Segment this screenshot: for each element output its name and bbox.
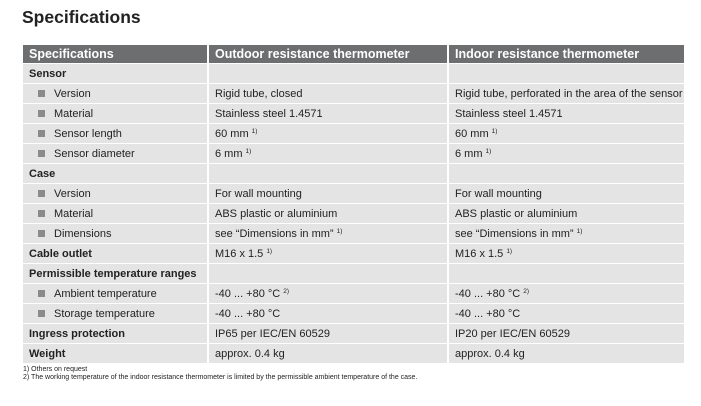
indoor-value: For wall mounting	[455, 187, 542, 200]
spec-label: Ingress protection	[29, 327, 125, 340]
outdoor-value: ABS plastic or aluminium	[215, 207, 338, 220]
outdoor-value: 60 mm	[215, 127, 249, 140]
outdoor-value: 6 mm	[215, 147, 243, 160]
indoor-value-cell	[449, 184, 684, 204]
outdoor-value-cell	[209, 164, 449, 184]
outdoor-value: approx. 0.4 kg	[215, 347, 285, 360]
indoor-value: M16 x 1.5	[455, 247, 504, 260]
indoor-value-cell	[449, 64, 684, 84]
square-bullet-icon	[38, 290, 45, 297]
indoor-value: -40 ... +80 °C	[455, 307, 521, 320]
table-row	[23, 164, 684, 184]
spec-label-cell	[23, 284, 209, 304]
spec-label-cell	[23, 344, 209, 364]
indoor-value-cell	[449, 344, 684, 364]
footnote-2: 2) The working temperature of the indoor resistance thermometer is limited by the permissible ambient temperature of the case.	[23, 374, 418, 381]
footnote-ref: 2)	[523, 287, 530, 295]
table-body	[23, 64, 684, 364]
spec-label: Version	[54, 87, 91, 100]
specifications-table	[23, 45, 684, 364]
spec-label-cell	[23, 144, 209, 164]
square-bullet-icon	[38, 130, 45, 137]
footnote-ref: 1)	[266, 247, 273, 255]
outdoor-value-cell	[209, 124, 449, 144]
outdoor-value-cell	[209, 144, 449, 164]
table-row	[23, 184, 684, 204]
spec-label-cell	[23, 164, 209, 184]
square-bullet-icon	[38, 190, 45, 197]
outdoor-value-cell	[209, 344, 449, 364]
spec-label-cell	[23, 204, 209, 224]
indoor-value-cell	[449, 124, 684, 144]
header-indoor: Indoor resistance thermometer	[449, 45, 684, 64]
table-row	[23, 204, 684, 224]
indoor-value-cell	[449, 244, 684, 264]
outdoor-value: -40 ... +80 °C	[215, 287, 281, 300]
footnote-ref: 1)	[336, 227, 343, 235]
header-outdoor: Outdoor resistance thermometer	[209, 45, 449, 64]
footnote-ref: 2)	[283, 287, 290, 295]
outdoor-value-cell	[209, 324, 449, 344]
spec-label: Sensor length	[54, 127, 122, 140]
table-header-row	[23, 45, 684, 64]
indoor-value-cell	[449, 164, 684, 184]
footnote-ref: 1)	[485, 147, 492, 155]
spec-label: Version	[54, 187, 91, 200]
outdoor-value-cell	[209, 284, 449, 304]
table-row	[23, 284, 684, 304]
indoor-value-cell	[449, 84, 684, 104]
indoor-value: -40 ... +80 °C	[455, 287, 521, 300]
footnotes	[23, 366, 417, 382]
indoor-value: 60 mm	[455, 127, 489, 140]
outdoor-value-cell	[209, 84, 449, 104]
outdoor-value-cell	[209, 184, 449, 204]
indoor-value-cell	[449, 304, 684, 324]
outdoor-value-cell	[209, 204, 449, 224]
table-row	[23, 324, 684, 344]
footnote-ref: 1)	[251, 127, 258, 135]
outdoor-value-cell	[209, 244, 449, 264]
spec-label: Case	[29, 167, 56, 180]
square-bullet-icon	[38, 90, 45, 97]
outdoor-value: For wall mounting	[215, 187, 302, 200]
spec-label-cell	[23, 264, 209, 284]
indoor-value: 6 mm	[455, 147, 483, 160]
indoor-value: approx. 0.4 kg	[455, 347, 525, 360]
page-title: Specifications	[22, 7, 141, 27]
spec-label: Weight	[29, 347, 66, 360]
spec-label: Ambient temperature	[54, 287, 157, 300]
outdoor-value: Stainless steel 1.4571	[215, 107, 323, 120]
spec-label-cell	[23, 64, 209, 84]
table-row	[23, 84, 684, 104]
indoor-value-cell	[449, 204, 684, 224]
spec-label-cell	[23, 224, 209, 244]
spec-label: Cable outlet	[29, 247, 92, 260]
table-row	[23, 104, 684, 124]
table-row	[23, 124, 684, 144]
outdoor-value: IP65 per IEC/EN 60529	[215, 327, 330, 340]
outdoor-value-cell	[209, 264, 449, 284]
spec-label-cell	[23, 124, 209, 144]
indoor-value-cell	[449, 324, 684, 344]
indoor-value: Stainless steel 1.4571	[455, 107, 563, 120]
outdoor-value-cell	[209, 304, 449, 324]
outdoor-value-cell	[209, 104, 449, 124]
spec-label: Dimensions	[54, 227, 112, 240]
spec-label-cell	[23, 84, 209, 104]
spec-label-cell	[23, 304, 209, 324]
table-row	[23, 244, 684, 264]
indoor-value: see “Dimensions in mm”	[455, 227, 574, 240]
outdoor-value: Rigid tube, closed	[215, 87, 303, 100]
outdoor-value-cell	[209, 224, 449, 244]
indoor-value: Rigid tube, perforated in the area of the sensor	[455, 87, 683, 100]
footnote-ref: 1)	[506, 247, 513, 255]
spec-label-cell	[23, 244, 209, 264]
table-row	[23, 144, 684, 164]
table-row	[23, 304, 684, 324]
outdoor-value-cell	[209, 64, 449, 84]
square-bullet-icon	[38, 310, 45, 317]
footnote-ref: 1)	[245, 147, 252, 155]
square-bullet-icon	[38, 230, 45, 237]
indoor-value-cell	[449, 104, 684, 124]
spec-label-cell	[23, 324, 209, 344]
footnote-1: 1) Others on request	[23, 366, 88, 373]
table-row	[23, 224, 684, 244]
indoor-value: IP20 per IEC/EN 60529	[455, 327, 570, 340]
footnote-ref: 1)	[491, 127, 498, 135]
footnote-ref: 1)	[576, 227, 583, 235]
table-row	[23, 344, 684, 364]
square-bullet-icon	[38, 210, 45, 217]
indoor-value-cell	[449, 264, 684, 284]
spec-label: Permissible temperature ranges	[29, 267, 197, 280]
spec-label: Storage temperature	[54, 307, 155, 320]
spec-label: Sensor diameter	[54, 147, 135, 160]
indoor-value: ABS plastic or aluminium	[455, 207, 578, 220]
indoor-value-cell	[449, 144, 684, 164]
outdoor-value: see “Dimensions in mm”	[215, 227, 334, 240]
header-specifications: Specifications	[23, 45, 209, 64]
spec-label-cell	[23, 104, 209, 124]
spec-label: Sensor	[29, 67, 67, 80]
spec-label-cell	[23, 184, 209, 204]
outdoor-value: M16 x 1.5	[215, 247, 264, 260]
spec-label: Material	[54, 207, 94, 220]
spec-label: Material	[54, 107, 94, 120]
outdoor-value: -40 ... +80 °C	[215, 307, 281, 320]
square-bullet-icon	[38, 110, 45, 117]
table-row	[23, 264, 684, 284]
table-row	[23, 64, 684, 84]
indoor-value-cell	[449, 284, 684, 304]
indoor-value-cell	[449, 224, 684, 244]
square-bullet-icon	[38, 150, 45, 157]
